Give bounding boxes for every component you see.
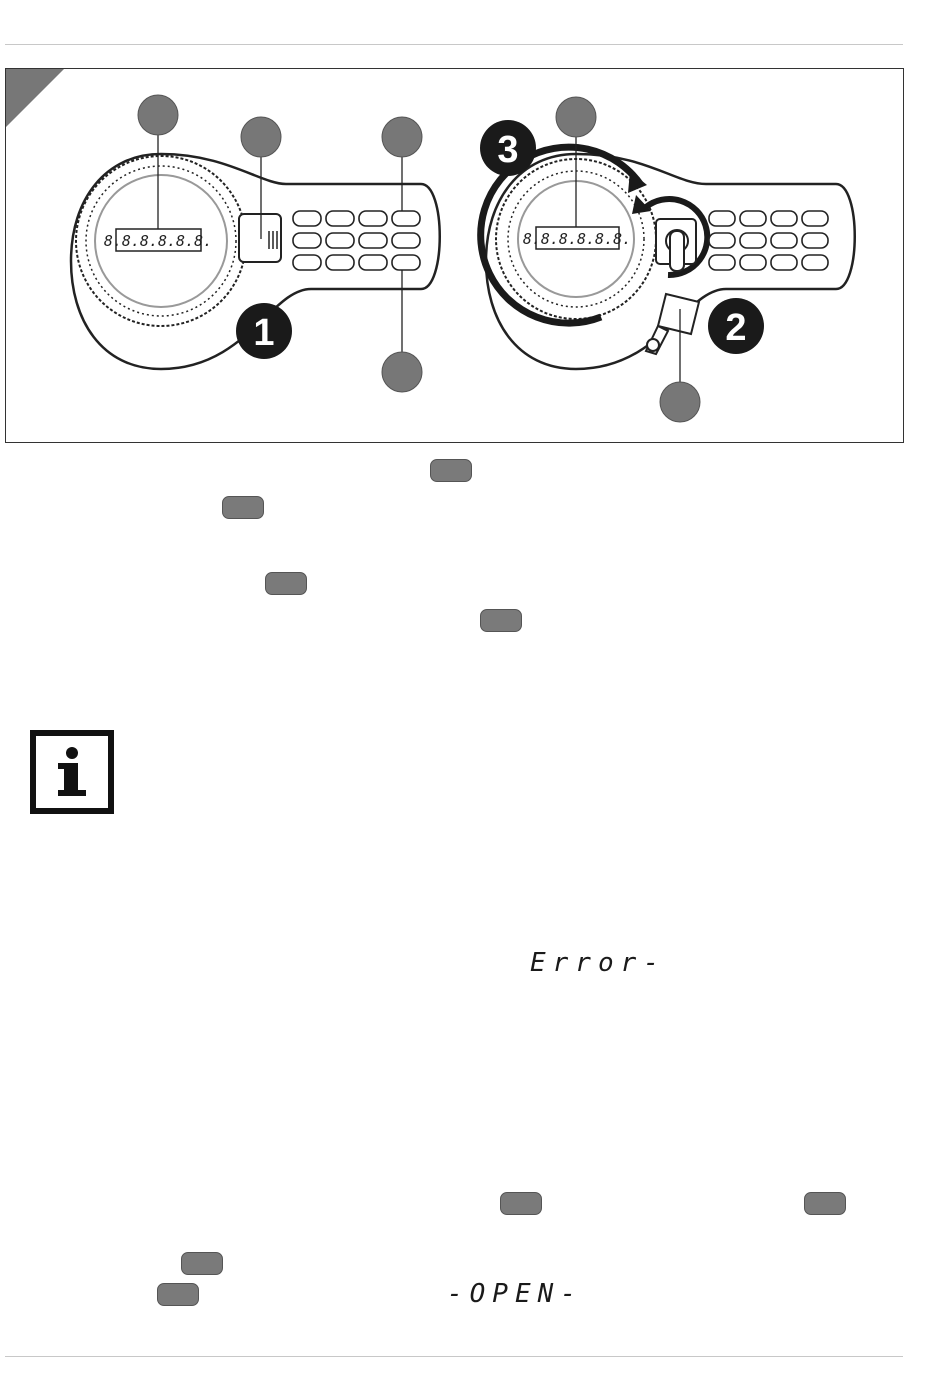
svg-text:2: 2 bbox=[725, 307, 747, 349]
footer-rule bbox=[5, 1356, 903, 1357]
open-display-text: -OPEN- bbox=[447, 1279, 583, 1309]
reference-marker bbox=[804, 1192, 846, 1215]
lock-panel-left bbox=[71, 95, 440, 392]
callout-key-top-marker bbox=[382, 117, 422, 157]
reference-marker bbox=[480, 609, 522, 632]
header-rule bbox=[5, 44, 903, 45]
error-display-text: Error- bbox=[530, 948, 666, 978]
reference-marker bbox=[265, 572, 307, 595]
corner-tab bbox=[6, 69, 64, 127]
info-icon bbox=[30, 730, 114, 814]
callout-keycover-marker bbox=[241, 117, 281, 157]
callout-key-marker bbox=[660, 382, 700, 422]
reference-marker bbox=[500, 1192, 542, 1215]
callout-key-bottom-marker bbox=[382, 352, 422, 392]
safe-lock-figure bbox=[5, 68, 904, 443]
key-cover bbox=[239, 214, 281, 262]
reference-marker bbox=[430, 459, 472, 482]
display-text-right: 8.8.8.8.8.8. bbox=[522, 230, 632, 248]
svg-text:3: 3 bbox=[497, 129, 519, 171]
callout-display-marker bbox=[138, 95, 178, 135]
callout-display-right-marker bbox=[556, 97, 596, 137]
display-text-left: 8.8.8.8.8.8. bbox=[103, 232, 213, 250]
reference-marker bbox=[181, 1252, 223, 1275]
svg-text:1: 1 bbox=[253, 312, 275, 354]
reference-marker bbox=[157, 1283, 199, 1306]
lock-panel-right bbox=[480, 97, 855, 422]
reference-marker bbox=[222, 496, 264, 519]
